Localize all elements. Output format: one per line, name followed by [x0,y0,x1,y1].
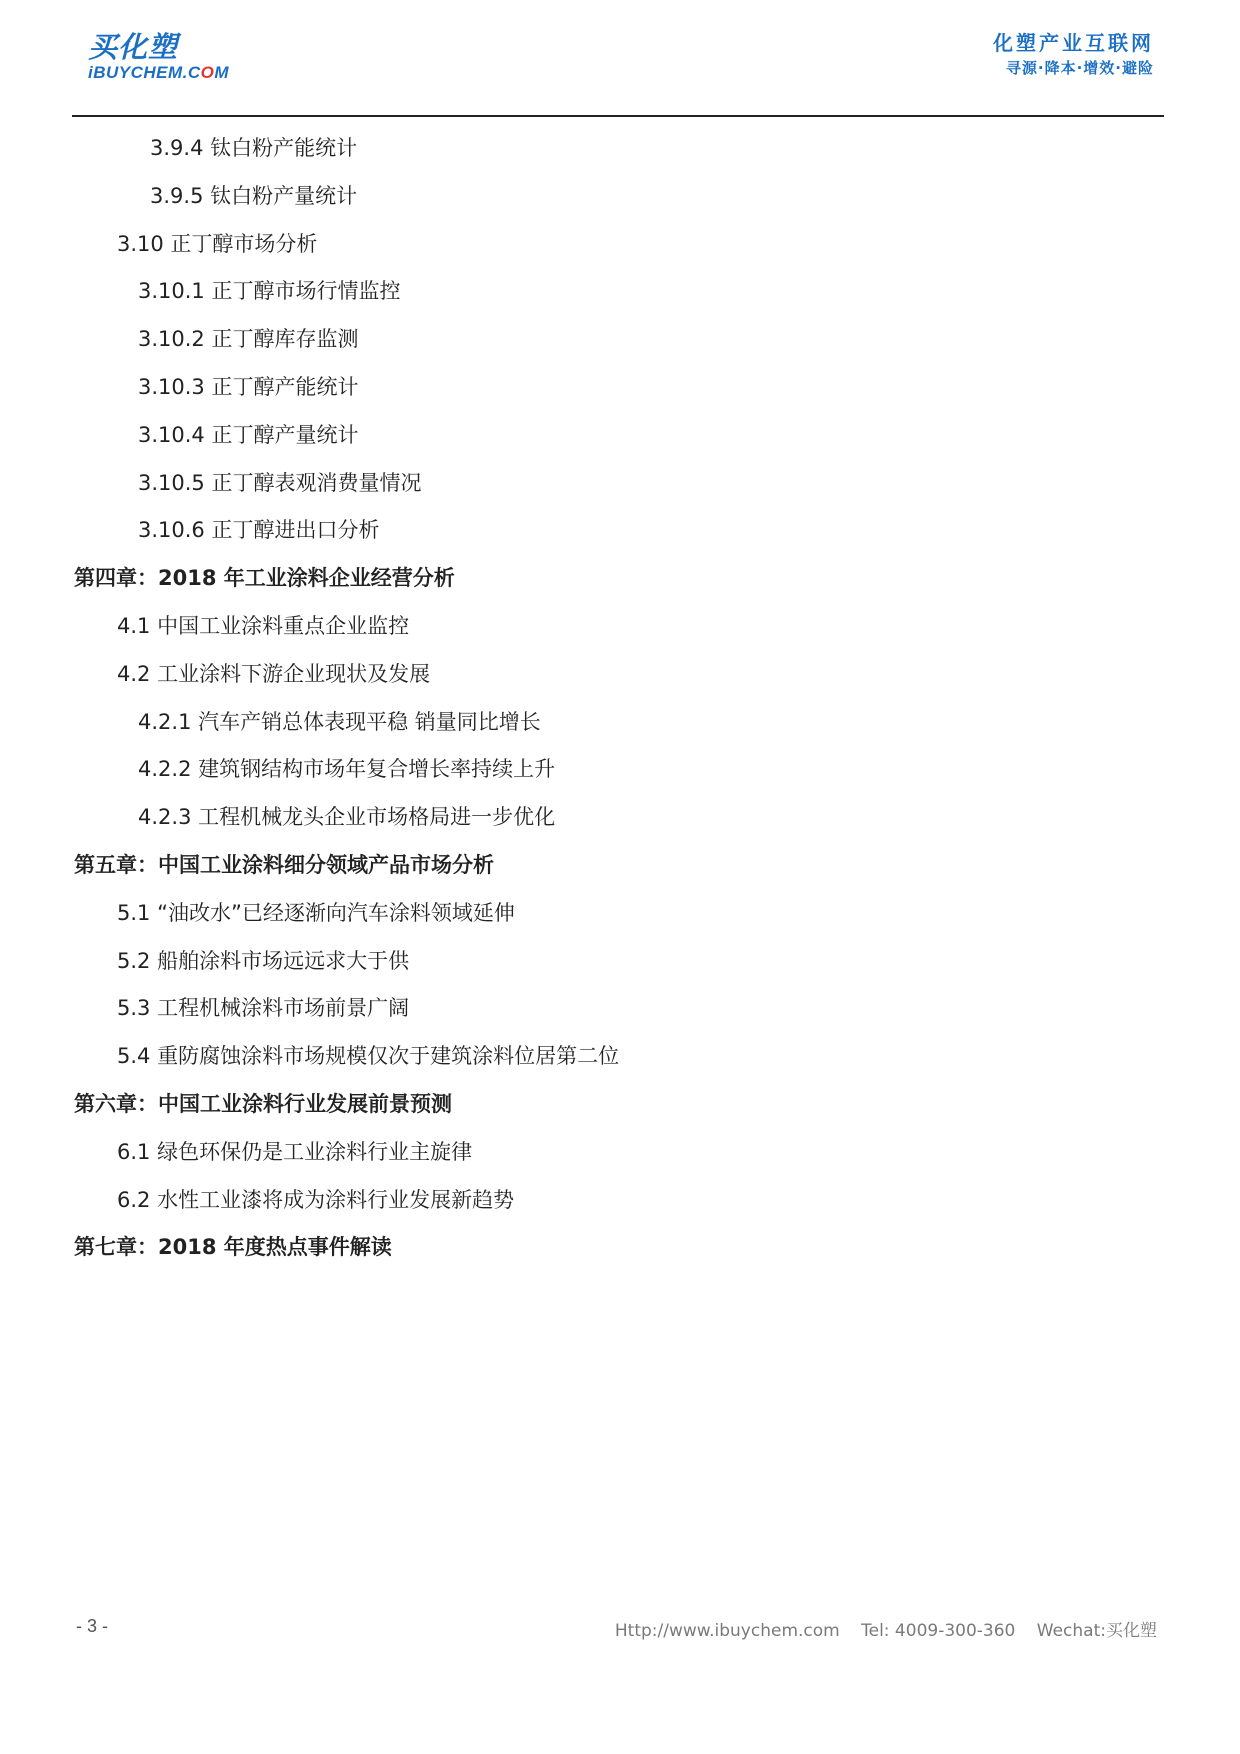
logo-en-main: iBUYCHEM.C [88,63,201,82]
toc-entry-level-3: 4.2.1 汽车产销总体表现平稳 销量同比增长 [138,710,541,734]
toc-entry-level-2: 6.2 水性工业漆将成为涂料行业发展新趋势 [117,1188,515,1212]
brand-slogan: 寻源·降本·增效·避险 [1005,59,1154,77]
footer-contact [599,1616,1157,1641]
logo-english-text [88,64,229,82]
brand-block [993,30,1154,78]
toc-entry-level-2: 5.4 重防腐蚀涂料市场规模仅次于建筑涂料位居第二位 [117,1044,620,1068]
footer-wechat: Wechat:买化塑 [1036,1621,1157,1641]
toc-entry-level-2: 5.3 工程机械涂料市场前景广阔 [117,996,410,1020]
toc-entry-level-1: 第六章：中国工业涂料行业发展前景预测 [74,1092,452,1116]
footer-tel: Tel: 4009-300-360 [861,1621,1016,1641]
toc-entry-level-3: 3.10.3 正丁醇产能统计 [138,375,359,399]
toc-entry-level-3: 3.10.6 正丁醇进出口分析 [138,518,380,542]
company-logo [88,30,248,82]
toc-entry-level-1: 第四章：2018 年工业涂料企业经营分析 [74,566,455,590]
toc-entry-level-2: 4.1 中国工业涂料重点企业监控 [117,614,410,638]
toc-entry-level-3: 3.10.4 正丁醇产量统计 [138,423,359,447]
footer-website: Http://www.ibuychem.com [614,1621,840,1641]
toc-entry-level-2: 5.1 “油改水”已经逐渐向汽车涂料领域延伸 [117,901,515,925]
toc-entry-level-1: 第七章：2018 年度热点事件解读 [74,1235,392,1259]
toc-entry-level-3: 3.10.1 正丁醇市场行情监控 [138,279,401,303]
logo-chinese-text: 买化塑 [88,30,179,64]
page-footer [0,1616,1240,1646]
header-divider [72,115,1164,117]
toc-entry-level-3: 4.2.2 建筑钢结构市场年复合增长率持续上升 [138,757,556,781]
toc-entry-level-2: 5.2 船舶涂料市场远远求大于供 [117,949,410,973]
toc-entry-level-1: 第五章：中国工业涂料细分领域产品市场分析 [74,853,494,877]
toc-entry-level-3: 3.10.5 正丁醇表观消费量情况 [138,471,422,495]
toc-entry-level-3: 3.10.2 正丁醇库存监测 [138,327,359,351]
toc-entry-level-2: 4.2 工业涂料下游企业现状及发展 [117,662,431,686]
toc-entry-level-3: 4.2.3 工程机械龙头企业市场格局进一步优化 [138,805,556,829]
toc-entry-level-2: 3.10 正丁醇市场分析 [117,232,318,256]
toc-entry-level-3: 3.9.5 钛白粉产量统计 [150,184,358,208]
logo-en-tail: M [214,63,230,82]
toc-entry-level-2: 6.1 绿色环保仍是工业涂料行业主旋律 [117,1140,473,1164]
logo-en-accent: O [200,63,215,82]
page-number: - 3 - [76,1616,109,1636]
toc-entry-level-3: 3.9.4 钛白粉产能统计 [150,136,358,160]
brand-title: 化塑产业互联网 [993,31,1154,55]
